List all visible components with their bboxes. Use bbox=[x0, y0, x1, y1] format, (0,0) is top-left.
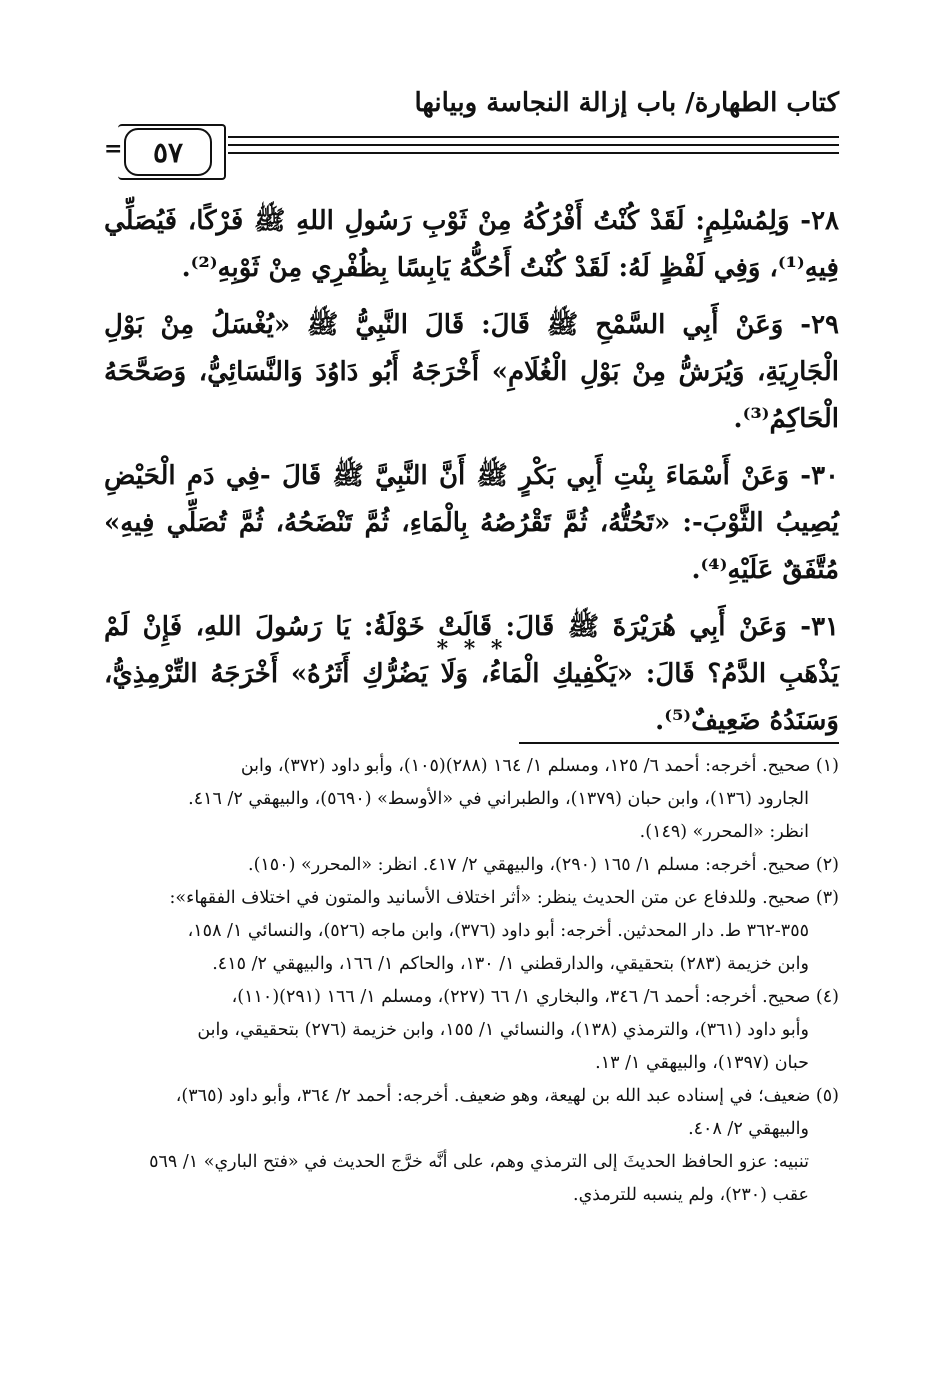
footnotes bbox=[104, 750, 839, 1212]
footnote-4-line-1: (٤) صحيح. أخرجه: أحمد ٦/ ٣٤٦، والبخاري ١/ ٦٦ (٢٢٧)، ومسلم ١/ ١٦٦ (٢٩١)(١١٠)، bbox=[231, 987, 839, 1007]
footnote-5 bbox=[104, 1080, 839, 1212]
hadith-28: ٢٨- وَلِمُسْلِمٍ: لَقَدْ كُنْتُ أَفْرُكُهُ مِنْ ثَوْبِ رَسُولِ اللهِ ﷺ فَرْكًا، فَيُصَلِّي فِيهِ⁽¹⁾، وَفِي لَفْظٍ لَهُ: لَقَدْ كُنْتُ أَحُكُّهُ يَابِسًا بِظُفْرِي مِنْ ثَوْبِهِ⁽²⁾. bbox=[104, 206, 839, 283]
main-text bbox=[104, 198, 839, 755]
footnote-5-line-1: (٥) ضعيف؛ في إسناده عبد الله بن لهيعة، وهو ضعيف. أخرجه: أحمد ٢/ ٣٦٤، وأبو داود (٣٦٥)، bbox=[175, 1086, 839, 1106]
footnote-4-line-3: حبان (١٣٩٧)، والبيهقي ١/ ١٣. bbox=[595, 1053, 809, 1073]
footnote-1 bbox=[104, 750, 839, 849]
footnote-3-line-3: وابن خزيمة (٢٨٣) بتحقيقي، والدارقطني ١/ ١٣٠، والحاكم ١/ ١٦٦، والبيهقي ٢/ ٤١٥. bbox=[212, 954, 809, 974]
footnote-rule bbox=[519, 742, 839, 744]
footnote-1-line-1: (١) صحيح. أخرجه: أحمد ٦/ ١٢٥، ومسلم ١/ ١٦٤ (٢٨٨)(١٠٥)، وأبو داود (٣٧٢)، وابن bbox=[240, 756, 839, 776]
hadith-29: ٢٩- وَعَنْ أَبِي السَّمْحِ ﷺ قَالَ: قَالَ النَّبِيُّ ﷺ «يُغْسَلُ مِنْ بَوْلِ الْجَارِيَةِ، وَيُرَشُّ مِنْ بَوْلِ الْغُلَامِ» أَخْرَجَهُ أَبُو دَاوُدَ وَالنَّسَائِيُّ، وَصَحَّحَهُ الْحَاكِمُ⁽³⁾. bbox=[104, 310, 839, 434]
running-head: كتاب الطهارة/ باب إزالة النجاسة وبيانها bbox=[414, 88, 839, 118]
hadith-30: ٣٠- وَعَنْ أَسْمَاءَ بِنْتِ أَبِي بَكْرٍ ﷺ أَنَّ النَّبِيَّ ﷺ قَالَ -فِي دَمِ الْحَيْضِ يُصِيبُ الثَّوْبَ-: «تَحُتُّهُ، ثُمَّ تَقْرُصُهُ بِالْمَاءِ، ثُمَّ تَنْضَحُهُ، ثُمَّ تُصَلِّي فِيهِ» مُتَّفَقٌ عَلَيْهِ⁽⁴⁾. bbox=[104, 461, 839, 585]
footnote-5-line-4: عقب (٢٣٠)، ولم ينسبه للترمذي. bbox=[573, 1185, 809, 1205]
footnote-5-line-2: والبيهقي ٢/ ٤٠٨. bbox=[688, 1119, 809, 1139]
footnote-3-line-1: (٣) صحيح. وللدفاع عن متن الحديث ينظر: «أثر اختلاف الأسانيد والمتون في اختلاف الفقهاء»: bbox=[169, 888, 839, 908]
footnote-1-line-3: انظر: «المحرر» (١٤٩). bbox=[639, 822, 809, 842]
hadith-31: ٣١- وَعَنْ أَبِي هُرَيْرَةَ ﷺ قَالَ: قَالَتْ خَوْلَةُ: يَا رَسُولَ اللهِ، فَإِنْ لَمْ يَذْهَبِ الدَّمُ؟ قَالَ: «يَكْفِيكِ الْمَاءُ، وَلَا يَضُرُّكِ أَثَرُهُ» أَخْرَجَهُ التِّرْمِذِيُّ، وَسَنَدُهُ ضَعِيفٌ⁽⁵⁾. bbox=[104, 612, 839, 736]
footnote-5-line-3: تنبيه: عزو الحافظ الحديثَ إلى الترمذي وهم، على أنَّه خرَّج الحديث في «فتح الباري» ١/ ٥٦٩ bbox=[149, 1152, 809, 1172]
header-rule-line-third bbox=[228, 152, 839, 154]
footnote-3-line-2: ٣٥٥-٣٦٢ ط. دار المحدثين. أخرجه: أبو داود (٣٧٦)، وابن ماجه (٥٢٦)، والنسائي ١/ ١٥٨، bbox=[187, 921, 809, 941]
footnote-3 bbox=[104, 882, 839, 981]
footnote-4-line-2: وأبو داود (٣٦١)، والترمذي (١٣٨)، والنسائي ١/ ١٥٥، وابن خزيمة (٢٧٦) بتحقيقي، وابن bbox=[197, 1020, 809, 1040]
header-rule-line-top bbox=[228, 136, 839, 138]
header-rule-line-bottom bbox=[228, 144, 839, 146]
page-number: ٥٧ bbox=[124, 128, 212, 176]
footnote-2-line-1: (٢) صحيح. أخرجه: مسلم ١/ ١٦٥ (٢٩٠)، والبيهقي ٢/ ٤١٧. انظر: «المحرر» (١٥٠). bbox=[248, 855, 839, 875]
section-separator: * * * bbox=[436, 636, 507, 662]
header-rule bbox=[104, 124, 839, 184]
footnote-1-line-2: الجارود (١٣٦)، وابن حبان (١٣٧٩)، والطبراني في «الأوسط» (٥٦٩٠)، والبيهقي ٢/ ٤١٦. bbox=[188, 789, 809, 809]
footnote-2 bbox=[104, 849, 839, 882]
footnote-4 bbox=[104, 981, 839, 1080]
page-marker: = bbox=[104, 136, 123, 162]
